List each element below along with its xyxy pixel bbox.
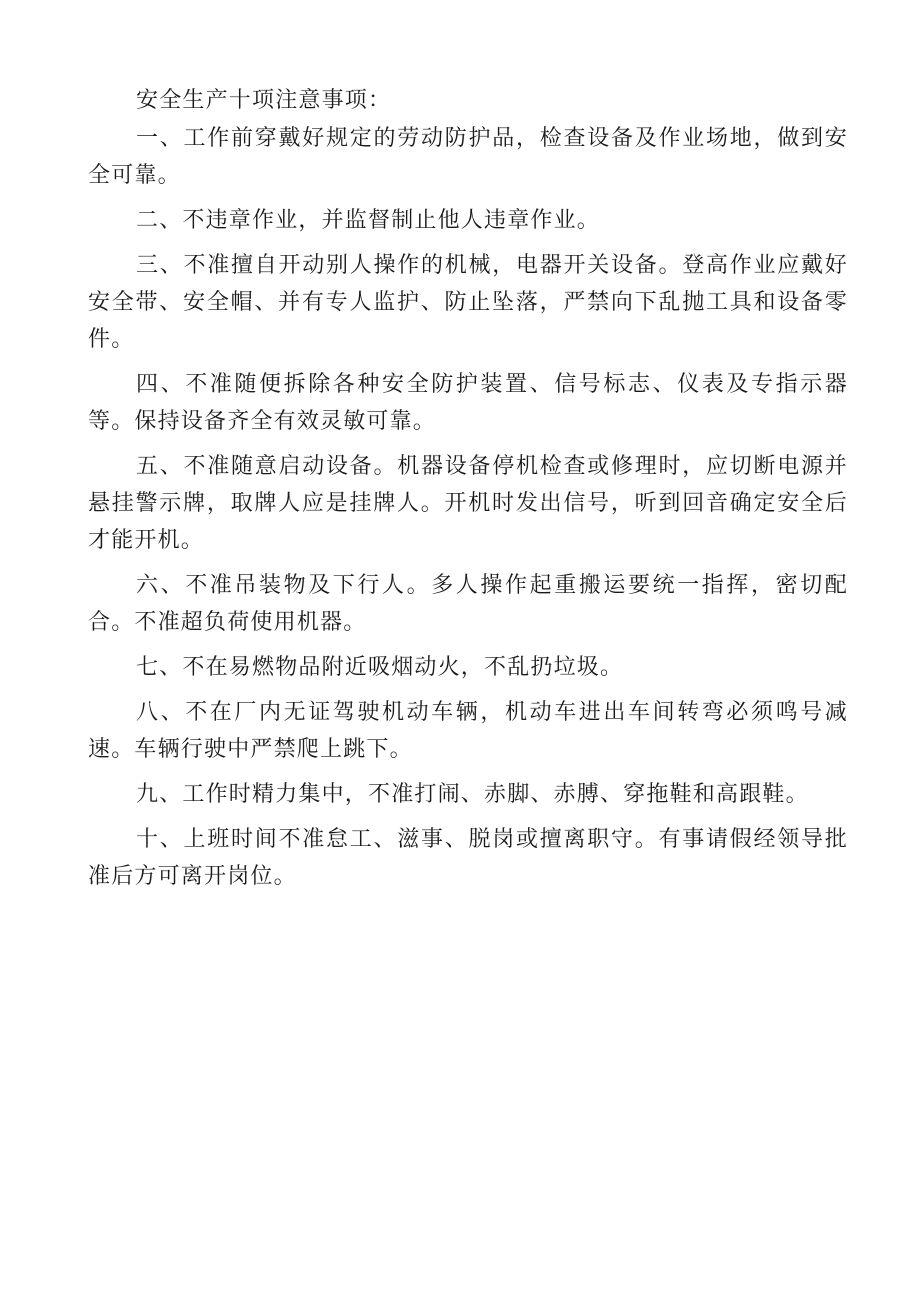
document-body [88, 86, 848, 903]
document-title: 安全生产十项注意事项： [136, 88, 392, 113]
rule-item-4: 四、不准随便拆除各种安全防护装置、信号标志、仪表及专指示器等。保持设备齐全有效灵敏可靠。 [88, 372, 848, 434]
rule-item-10: 十、上班时间不准怠工、滋事、脱岗或擅离职守。有事请假经领导批准后方可离开岗位。 [88, 827, 848, 889]
rule-item-5: 五、不准随意启动设备。机器设备停机检查或修理时，应切断电源并悬挂警示牌，取牌人应是挂牌人。开机时发出信号，听到回音确定安全后才能开机。 [88, 454, 848, 553]
rule-item-8: 八、不在厂内无证驾驶机动车辆，机动车进出车间转弯必须鸣号减速。车辆行驶中严禁爬上跳下。 [88, 700, 848, 762]
rule-item-3: 三、不准擅自开动别人操作的机械，电器开关设备。登高作业应戴好安全带、安全帽、并有专人监护、防止坠落，严禁向下乱抛工具和设备零件。 [88, 253, 848, 352]
rule-item-2: 二、不违章作业，并监督制止他人违章作业。 [136, 208, 601, 233]
rule-item-1: 一、工作前穿戴好规定的劳动防护品，检查设备及作业场地，做到安全可靠。 [88, 126, 848, 188]
rule-item-6: 六、不准吊装物及下行人。多人操作起重搬运要统一指挥，密切配合。不准超负荷使用机器。 [88, 573, 848, 635]
rule-item-7: 七、不在易燃物品附近吸烟动火，不乱扔垃圾。 [136, 655, 624, 680]
rule-item-9: 九、工作时精力集中，不准打闹、赤脚、赤膊、穿拖鞋和高跟鞋。 [136, 782, 809, 807]
